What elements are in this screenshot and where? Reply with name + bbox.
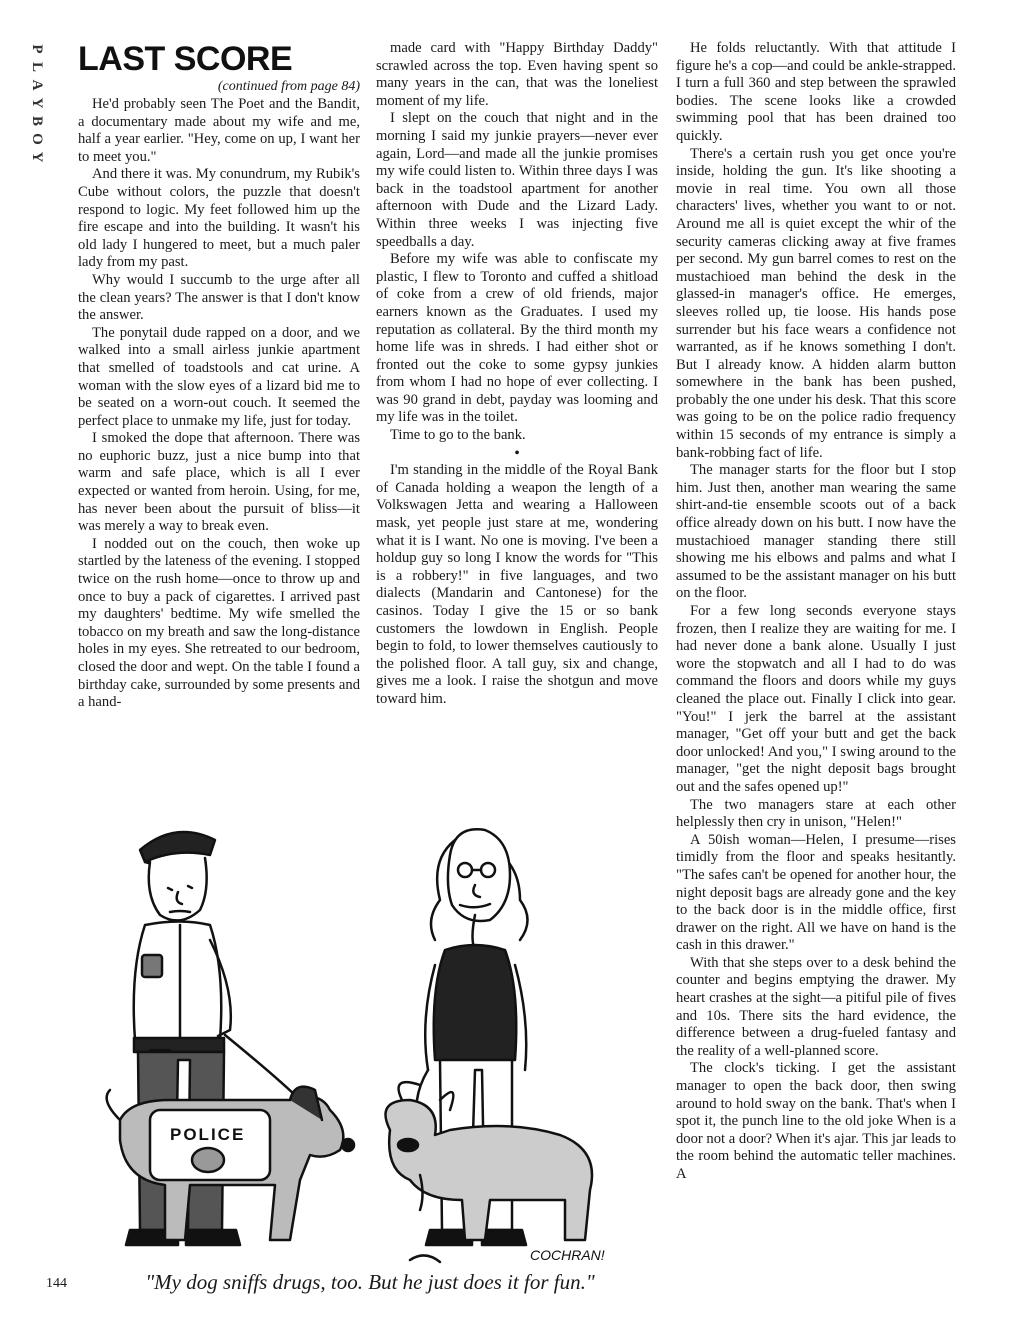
page-number: 144	[46, 1276, 67, 1291]
masthead-letter: O	[29, 133, 45, 145]
column-1	[78, 40, 360, 712]
column-2	[376, 40, 658, 709]
paragraph: Before my wife was able to confiscate my plastic, I flew to Toronto and cuffed a shitload of coke from a crew of old friends, major earners known as the Graduates. I used my reputation as collateral. By the third month my home life was in shreds. I had either shot or fronted out the coke to some gypsy junkies from whom I had no hope of ever collecting. I was 90 grand in debt, payday was looming and my life was in the toilet.	[376, 251, 658, 426]
column-2-body-top	[376, 40, 658, 445]
column-1-body	[78, 96, 360, 712]
masthead-letter: P	[29, 44, 45, 54]
paragraph: I smoked the dope that afternoon. There was no euphoric buzz, just a nice bump into that warm and safe place, which is all I ever expected or wanted from heroin. Using, for me, has never been about the pursuit of bliss—it was merely a way to break even.	[78, 430, 360, 535]
paragraph: The clock's ticking. I get the assistant manager to open the back door, then swing around to hold sway on the bank. That's when I spot it, the punch line to the old joke When is a door not a door? When it's ajar. This jar leads to the room behind the automatic teller machines. A	[676, 1060, 956, 1182]
paragraph: I'm standing in the middle of the Royal Bank of Canada holding a weapon the length of a Volkswagen Jetta and wearing a Halloween mask, yet people just stare at me, wondering what it is I want. No one is moving. I've been a holdup guy so long I know the words for "This is a robbery!" in five languages, and two dialects (Mandarin and Cantonese) for the casinos. Today I give the 15 or so bank customers the lowdown in English. People begin to fold, to lower themselves cautiously to the polished floor. A tall guy, six and change, gives me a look. I raise the shotgun and move toward him.	[376, 462, 658, 707]
paragraph: I nodded out on the couch, then woke up startled by the lateness of the evening. I stopped twice on the rush home—once to throw up and once to buy a pack of cigarettes. I arrived past my daughters' bedtime. My wife smelled the tobacco on my breath and saw the long-distance holes in my eyes. She retreated to our bedroom, closed the door and wept. On the table I found a birthday cake, surrounded by some presents and a hand-	[78, 535, 360, 711]
column-2-body-bottom	[376, 462, 658, 708]
masthead-letter: B	[29, 115, 45, 126]
magazine-masthead	[26, 40, 48, 166]
masthead-letter: Y	[29, 151, 45, 163]
cartoonist-signature: COCHRAN!	[530, 1247, 605, 1263]
paragraph: The manager starts for the floor but I stop him. Just then, another man wearing the same shirt-and-tie ensemble scoots out of a back office already down on his butt. I now have the mustachioed manager standing there still showing me his elbows and palms and what I assumed to be the assistant manager on his butt on the floor.	[676, 462, 956, 602]
paragraph: For a few long seconds everyone stays frozen, then I realize they are waiting for me. I had never done a bank alone. Usually I just wore the stopwatch and all I had to do was command the floors and doors while my guys cleaned the place out. Finally I click into gear. "You!" I jerk the barrel at the assistant manager, "Get off your butt and get the back door unlocked! And you," I swing around to the manager, "get the night deposit bags brought out and the safes opened up!"	[676, 603, 956, 795]
paragraph: He folds reluctantly. With that attitude I figure he's a cop—and could be ankle-strapped. I turn a full 360 and step between the sprawled bodies. The scene looks like a crowded swimming pool that has been drained too quickly.	[676, 40, 956, 144]
masthead-letter: Y	[29, 97, 45, 109]
paragraph: Why would I succumb to the urge after all the clean years? The answer is that I don't know the answer.	[78, 271, 360, 324]
column-3-body	[676, 40, 956, 1184]
masthead-letter: L	[29, 61, 45, 72]
article-title: LAST SCORE	[78, 40, 293, 78]
paragraph: The ponytail dude rapped on a door, and we walked into a small airless junkie apartment that smelled of toadstools and cat urine. A woman with the slow eyes of a lizard bid me to be seated on a worn-out couch. It seemed the perfect place to unmake my life, just for today.	[78, 324, 360, 429]
paragraph: With that she steps over to a desk behind the counter and begins emptying the drawer. My heart crashes at the sight—a pitiful pile of fives and 10s. There sits the hard evidence, the difference between a drug-fueled fantasy and the reality of a well-planned score.	[676, 954, 956, 1059]
continued-note: (continued from page 84)	[217, 79, 360, 94]
paragraph: The two managers stare at each other helplessly then cry in unison, "Helen!"	[676, 796, 956, 831]
paragraph: There's a certain rush you get once you're inside, holding the gun. It's like shooting a movie in real time. You own all those characters' lives, whether you want to or not. Around me all is quiet except the whir of the security cameras clicking away at five frames per second. My gun barrel comes to rest on the mustachioed man behind the desk in the glassed-in manager's office. He emerges, sleeves rolled up, tie loose. His hands pose surrender but his face wears a confidence not warranted, as if he knows something I don't. But I already know. A hidden alarm button somewhere in the bank has been pushed, probably the one under his desk. That this score was going to be on the police radio frequency within 15 seconds of my entrance is simply a bank-robbing fact of life.	[676, 145, 956, 461]
paragraph: A 50ish woman—Helen, I presume—rises timidly from the floor and speaks hesitantly. "The safes can't be opened for another hour, the night deposit bags are already gone and the key to the back door is in the middle office, first drawer on the right. All we have on hand is the cash in this drawer."	[676, 831, 956, 954]
cartoon-illustration	[90, 800, 650, 1270]
paragraph: Time to go to the bank.	[390, 427, 526, 444]
cartoon-caption: "My dog sniffs drugs, too. But he just does it for fun."	[145, 1270, 595, 1294]
column-3	[676, 40, 956, 1300]
dog-vest-label: POLICE	[170, 1125, 246, 1144]
masthead-letter: A	[29, 79, 45, 91]
paragraph: I slept on the couch that night and in the morning I said my junkie prayers—never ever again, Lord—and made all the junkie promises my wife could listen to. Within three days I was back in the toadstool apartment for another afternoon with Dude and the Lizard Lady. Within three weeks I was injecting five speedballs a day.	[376, 110, 658, 250]
paragraph: He'd probably seen The Poet and the Bandit, a documentary made about my wife and me, half a year earlier. "Hey, come on up, I want her to meet you."	[78, 96, 360, 165]
paragraph: And there it was. My conundrum, my Rubik's Cube without colors, the puzzle that doesn't respond to logic. My feet followed him up the fire escape and into the building. It wasn't his old lady I hungered to meet, but a much paler lady from my past.	[78, 166, 360, 271]
paragraph: made card with "Happy Birthday Daddy" scrawled across the top. Even having spent so many years in the can, that was the loneliest moment of my life.	[376, 40, 658, 109]
section-break-bullet: •	[514, 444, 520, 462]
